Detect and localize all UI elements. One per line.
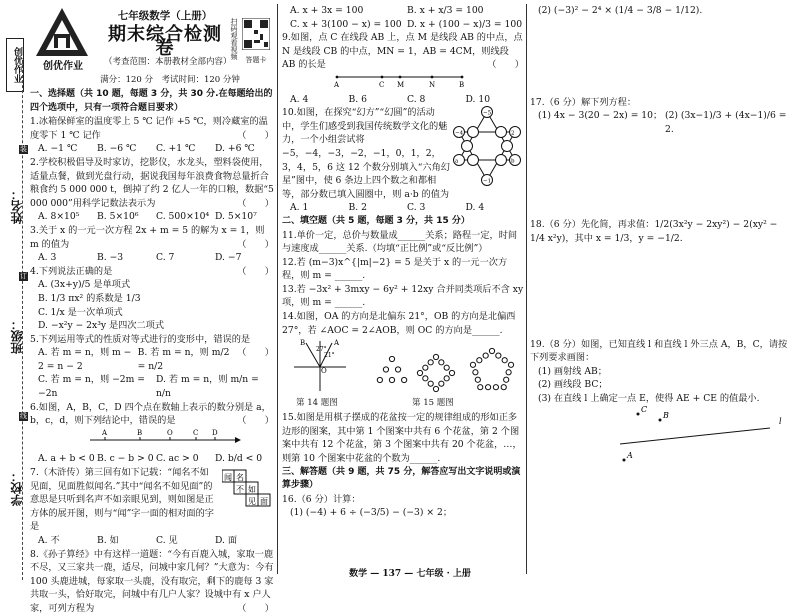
question-text: 7.（木浒传）第三回有如下记载：“闻名不如见面，见面胜似闻名.”其中“闻名不如见面”的意思是只听到名声不如亲眼见到，则如图是正方体的展开图，则与“闻”字一面的相对面的字是 bbox=[30, 467, 214, 533]
ray-label: B bbox=[300, 339, 306, 348]
brand-logo-icon bbox=[32, 6, 92, 68]
hexagram-number: −5 bbox=[483, 110, 492, 117]
option[interactable]: C. 见 bbox=[156, 535, 178, 546]
flowerpot-dot bbox=[433, 387, 438, 392]
flowerpot-dot bbox=[506, 370, 511, 375]
option[interactable]: D. +6 ℃ bbox=[215, 143, 255, 155]
question-17-part-2[interactable]: (2) (3x−1)/3 + (4x−1)/6 = 2. bbox=[665, 110, 787, 135]
hexagram-circle bbox=[468, 155, 479, 166]
option[interactable]: D. 若 m = n，则 m/n = n/n bbox=[156, 374, 259, 400]
cube-net-diagram bbox=[222, 466, 272, 510]
plot-point-label: B bbox=[663, 410, 669, 420]
header bbox=[30, 4, 274, 88]
flowerpot-dot bbox=[508, 362, 513, 367]
option[interactable]: C. 7 bbox=[156, 252, 175, 264]
answer-space[interactable] bbox=[530, 246, 792, 338]
answer-blank[interactable]: （ ） bbox=[237, 602, 274, 614]
segment-point-label: A bbox=[334, 80, 340, 88]
axis-point-label: O bbox=[167, 428, 173, 437]
option[interactable]: D. 5×10⁷ bbox=[215, 211, 257, 223]
option[interactable]: D. 4 bbox=[465, 202, 485, 214]
angle-label: 21° bbox=[324, 352, 335, 360]
option[interactable]: D. 10 bbox=[465, 93, 491, 105]
question-17-parts bbox=[530, 109, 792, 136]
qr-code-icon[interactable] bbox=[242, 18, 270, 50]
question-19-part-3[interactable]: (3) 在直线 l 上确定一点 E，使得 AE + CE 的值最小. bbox=[538, 392, 760, 404]
question-text: 6.如图，A，B，C，D 四个点在数轴上表示的数分别是 a，b，c，d，则下列结论中，错误的是 bbox=[30, 401, 271, 427]
options bbox=[30, 142, 274, 156]
net-cell-label: 不 bbox=[236, 485, 244, 495]
options bbox=[30, 210, 274, 224]
cut-mark: 装 bbox=[20, 145, 27, 153]
flowerpot-dot bbox=[496, 353, 501, 358]
plot-point bbox=[659, 418, 662, 421]
figure-caption: 第 14 题图 bbox=[296, 398, 338, 409]
figure-caption: 第 15 题图 bbox=[412, 398, 454, 409]
school-label: 学校： bbox=[10, 470, 24, 506]
origin-label: O bbox=[321, 367, 327, 376]
option[interactable]: A. 1 bbox=[290, 202, 309, 214]
section-heading: 一、选择题（共 10 题，每题 3 分，共 30 分.在每题给出的四个选项中，只有一项符合题目要求） bbox=[30, 89, 273, 113]
hexagram-circle bbox=[496, 155, 507, 166]
name-label: 姓名： bbox=[10, 188, 24, 224]
flowerpot-dot bbox=[489, 349, 494, 354]
question-18[interactable]: 18.（6 分）先化简，再求值：1/2(3x²y − 2xy²) − 2(xy² − 1/4 x²y)，其中 x = 1/3，y = −1/2. bbox=[530, 219, 778, 244]
question-text: 1.冰箱保鲜室的温度零上 5 ℃ 记作 +5 ℃，则冷藏室的温度零下 1 ℃ 记作 bbox=[30, 116, 268, 141]
option[interactable]: A. 3 bbox=[38, 252, 57, 264]
options bbox=[282, 93, 524, 107]
flowerpot-dot bbox=[389, 357, 394, 362]
cut-mark: 线 bbox=[20, 412, 27, 420]
question-12[interactable]: 12.若 (m−3)x^{|m|−2} = 5 是关于 x 的一元一次方程，则 m = ______. bbox=[282, 256, 508, 282]
option[interactable]: C. 1/x 是一次单项式 bbox=[38, 306, 123, 318]
option[interactable]: B. x + x/3 = 100 bbox=[407, 5, 484, 16]
flowerpot-dot bbox=[423, 376, 428, 381]
option[interactable]: A. (3x+y)/5 是单项式 bbox=[38, 279, 131, 291]
question-16: 16.（6 分）计算： bbox=[282, 493, 361, 505]
net-cell-label: 闻 bbox=[224, 473, 232, 483]
axis-point-label: C bbox=[193, 428, 199, 437]
options bbox=[30, 346, 237, 373]
option[interactable]: B. 5×10⁶ bbox=[97, 211, 139, 223]
axis-point-label: D bbox=[212, 428, 218, 437]
column-3 bbox=[530, 4, 792, 470]
segment-point bbox=[399, 76, 402, 79]
flowerpot-dot bbox=[395, 367, 400, 372]
question-5 bbox=[30, 333, 274, 359]
flowerpot-dot bbox=[417, 371, 422, 376]
question-1 bbox=[30, 115, 274, 142]
flowerpot-dot bbox=[493, 385, 498, 390]
option[interactable]: C. +1 ℃ bbox=[156, 143, 196, 155]
question-9 bbox=[282, 31, 524, 72]
option[interactable]: B. 2 bbox=[348, 202, 367, 214]
hexagram-circle bbox=[502, 141, 513, 152]
answer-blank[interactable]: （ ） bbox=[237, 129, 274, 141]
question-15[interactable]: 15.如图是用棋子摆成的花盆按一定的规律组成的形如正多边形的图案，其中第 1 个图案中共有 6 个花盆，第 2 个图案中共有 12 个花盆，第 3 个图案中共有 20 个花盆，…，则第 10 个图案中花盆的个数为______. bbox=[282, 412, 522, 465]
flowerpot-dot bbox=[449, 371, 454, 376]
option[interactable]: D. b/d < 0 bbox=[215, 453, 263, 465]
hexagram-diagram bbox=[452, 106, 522, 186]
question-19-part-1[interactable]: (1) 画射线 AB； bbox=[538, 365, 607, 377]
question-17: 17.（6 分）解下列方程： bbox=[530, 96, 637, 108]
compass-direction-diagram bbox=[290, 337, 350, 395]
segment-point bbox=[461, 76, 464, 79]
flowerpot-dot bbox=[428, 381, 433, 386]
figure-row bbox=[282, 337, 524, 411]
segment-point-label: C bbox=[379, 80, 385, 88]
option[interactable]: B. 6 bbox=[348, 93, 367, 105]
hexagram-circle bbox=[468, 127, 479, 138]
section-heading: 三、解答题（共 9 题，共 75 分，解答应写出文字说明或演算步骤） bbox=[282, 466, 521, 491]
exam-time: 满分：120 分 考试时间：120 分钟 bbox=[100, 75, 240, 85]
exam-subtitle: 七年级数学（上册） bbox=[117, 10, 213, 22]
answer-space[interactable] bbox=[530, 136, 792, 218]
options bbox=[30, 251, 274, 265]
hexagram-number: 2 bbox=[511, 130, 515, 137]
flowerpot-dot bbox=[428, 360, 433, 365]
angle-label: 27° bbox=[316, 346, 327, 354]
plot-point-label: C bbox=[641, 405, 648, 414]
option[interactable]: A. 若 m = n，则 m − 2 = n − 2 bbox=[38, 347, 132, 372]
options bbox=[30, 373, 274, 400]
segment-point-label: M bbox=[397, 80, 405, 88]
question-16-part-2[interactable]: (2) (−3)² − 2⁴ × (1/4 − 3/8 − 1/12). bbox=[538, 5, 703, 16]
binding-strip bbox=[0, 0, 28, 585]
question-7 bbox=[30, 466, 274, 534]
options bbox=[30, 534, 274, 548]
options bbox=[30, 452, 274, 466]
question-text: 4.下列说法正确的是 bbox=[30, 265, 113, 277]
qr-caption: 答题卡 bbox=[245, 56, 267, 64]
question-4 bbox=[30, 265, 274, 279]
answer-blank[interactable]: （ ） bbox=[237, 265, 274, 277]
class-label: 班级： bbox=[10, 318, 24, 354]
plot-point-label: l bbox=[779, 416, 782, 426]
question-2 bbox=[30, 156, 274, 210]
flowerpot-dot bbox=[439, 381, 444, 386]
question-19: 19.（8 分）如图，已知直线 l 和直线 l 外三点 A，B，C，请按下列要求画图： bbox=[530, 338, 788, 364]
flowerpot-dot bbox=[444, 365, 449, 370]
column-divider bbox=[526, 4, 527, 574]
segment-diagram bbox=[282, 72, 522, 88]
flowerpot-dot bbox=[478, 385, 483, 390]
flowerpot-dot bbox=[483, 353, 488, 358]
cut-mark: 订 bbox=[20, 272, 27, 280]
flowerpot-dot bbox=[377, 378, 382, 383]
net-cell-label: 名 bbox=[236, 473, 244, 483]
ray-label: A bbox=[334, 339, 340, 348]
answer-blank[interactable]: （ ） bbox=[237, 197, 274, 209]
question-16-part-1[interactable]: (1) (−4) + 6 ÷ (−3/5) − (−3) × 2； bbox=[290, 507, 453, 519]
option[interactable]: A. 8×10⁵ bbox=[38, 211, 80, 223]
flowerpot-dot bbox=[504, 377, 509, 382]
answer-blank[interactable]: （ ） bbox=[237, 347, 274, 359]
column-1 bbox=[30, 4, 274, 616]
question-text: 5.下列运用等式的性质对等式进行的变形中，错误的是 bbox=[30, 333, 251, 345]
flowerpot-dot bbox=[383, 367, 388, 372]
axis-point-label: A bbox=[102, 428, 108, 437]
hexagram-number: −4 bbox=[455, 130, 464, 137]
question-11[interactable]: 11.单价一定，总价与数量成______关系；路程一定，时间与速度成______关系.（均填“正比例”或“反比例”） bbox=[282, 229, 518, 255]
flowerpot-dot bbox=[444, 376, 449, 381]
question-6 bbox=[30, 401, 274, 428]
plot-point-label: A bbox=[627, 450, 633, 460]
question-14[interactable]: 14.如图，OA 的方向是北偏东 21°，OB 的方向是北偏西 27°，若 ∠AOC = 2∠AOB，则 OC 的方向是______. bbox=[282, 311, 516, 336]
page-footer: 数学 — 137 — 七年级 · 上册 bbox=[349, 569, 471, 579]
option[interactable]: D. x + (100 − x)/3 = 100 bbox=[407, 18, 523, 30]
flowerpot-dot bbox=[470, 362, 475, 367]
option[interactable]: B. 若 m = n，则 m/2 = n/2 bbox=[137, 347, 230, 372]
number-line-diagram bbox=[30, 428, 270, 448]
question-8 bbox=[30, 548, 274, 616]
segment-point-label: N bbox=[429, 80, 436, 88]
net-cell-label: 见 bbox=[248, 497, 256, 507]
question-17-part-1[interactable]: (1) 4x − 3(20 − 2x) = 10； bbox=[538, 110, 663, 122]
segment-point-label: B bbox=[459, 80, 465, 88]
answer-blank[interactable]: （ ） bbox=[487, 59, 524, 71]
flowerpot-dot bbox=[402, 378, 407, 383]
axis-point-label: B bbox=[137, 428, 143, 437]
option[interactable]: C. 3 bbox=[407, 202, 426, 214]
plot-point bbox=[637, 412, 640, 415]
hexagram-number: −1 bbox=[483, 178, 492, 185]
net-cell-label: 面 bbox=[260, 497, 268, 507]
question-13[interactable]: 13.若 −3x² + 3mxy − 6y² + 12xy 合并同类项后不含 xy 项，则 m = ______. bbox=[282, 283, 524, 309]
question-text: 10.如图，在探究“幻方”“幻圆”的活动中，学生们感受到我国传统数学文化的魅力，一个小组尝试将 −5，−4，−3，−2，−1，0，1，2，3，4，5，6 这 12 个数分别填入“六角幻星”图中，使 6 条边上四个数之和都相等，部分数已填入圆圈中，则 a·b 的值为 bbox=[282, 107, 450, 200]
hexagram-number: a bbox=[455, 158, 459, 165]
question-19-part-2[interactable]: (2) 画线段 BC； bbox=[538, 379, 608, 391]
option[interactable]: B. 1/3 πx² 的系数是 1/3 bbox=[38, 292, 141, 304]
binding-brand: 创优作业 bbox=[6, 38, 24, 92]
question-text: 9.如图，点 C 在线段 AB 上，点 M 是线段 AB 的中点，点 N 是线段 CB 的中点，MN = 1，AB = 4CM，则线段 AB 的长是 bbox=[282, 32, 523, 71]
option[interactable]: A. 不 bbox=[38, 535, 60, 546]
option[interactable]: A. x + 3x = 100 bbox=[290, 5, 364, 16]
option[interactable]: A. −1 ℃ bbox=[38, 143, 78, 155]
hexagram-number: b bbox=[511, 158, 515, 165]
hexagram-circle bbox=[496, 127, 507, 138]
column-divider bbox=[277, 4, 278, 574]
option[interactable]: C. x + 3(100 − x) = 100 bbox=[290, 18, 402, 30]
flowerpot-dot bbox=[423, 365, 428, 370]
option[interactable]: D. −7 bbox=[215, 252, 242, 264]
flowerpot-dot bbox=[477, 358, 482, 363]
flowerpot-dot bbox=[502, 358, 507, 363]
logo-text: 创优作业 bbox=[43, 61, 83, 72]
option[interactable]: C. 若 m = n，则 −2m = −2n bbox=[38, 374, 145, 400]
segment-point bbox=[431, 76, 434, 79]
plot-point bbox=[623, 458, 626, 461]
flowerpot-dot bbox=[485, 385, 490, 390]
flowerpot-dot bbox=[473, 370, 478, 375]
option[interactable]: D. −x²y − 2x³y 是四次二项式 bbox=[38, 320, 165, 332]
option[interactable]: D. 面 bbox=[215, 535, 238, 546]
options bbox=[282, 201, 524, 215]
option[interactable]: C. 8 bbox=[407, 93, 426, 105]
flowerpot-dot bbox=[433, 355, 438, 360]
segment-point bbox=[381, 76, 384, 79]
option[interactable]: B. −3 bbox=[97, 252, 124, 264]
answer-blank[interactable]: （ ） bbox=[237, 238, 274, 250]
answer-blank[interactable]: （ ） bbox=[237, 415, 274, 427]
options bbox=[282, 18, 524, 32]
option[interactable]: B. c − b > 0 bbox=[97, 453, 154, 465]
section-heading: 二、填空题（共 5 题，每题 3 分，共 15 分） bbox=[282, 215, 470, 226]
qr-side-text: 扫码观看视频 bbox=[230, 18, 238, 60]
option[interactable]: C. ac > 0 bbox=[156, 453, 199, 465]
flowerpot-pattern-diagram bbox=[374, 347, 524, 393]
question-text: 8.《孙子算经》中有这样一道题：“今有百鹿入城，家取一鹿不尽，又三家共一鹿，适尽，问城中家几何？”大意为：今有 100 头鹿进城，每家取一头鹿，没有取完，剩下的鹿每 3 家共取一头，恰好取完，问城中有几户人家？设城中有 x 户人家，可列方程为 bbox=[30, 548, 274, 614]
option[interactable]: A. a + b < 0 bbox=[38, 453, 95, 465]
option[interactable]: A. 4 bbox=[290, 93, 309, 105]
flowerpot-dot bbox=[475, 377, 480, 382]
question-text: 3.关于 x 的一元一次方程 2x + m = 5 的解为 x = 1，则 m 的值为 bbox=[30, 224, 265, 250]
flowerpot-dot bbox=[389, 378, 394, 383]
question-10 bbox=[282, 106, 524, 201]
exam-range: （考查范围：本册教材全部内容） bbox=[104, 57, 232, 67]
exam-title: 期末综合检测卷 bbox=[108, 24, 222, 59]
question-text: 2.学校积极倡导及时家访，挖影仪，水龙头，塑料袋使用，适量点餐，做到光盘行动，据说我国每年浪费食物总量折合粮食约 5 000 000 t，倒掉了约 2 亿人一年的口粮，数据“5 000 000”用科学记数法表示为 bbox=[30, 156, 274, 209]
option[interactable]: B. −6 ℃ bbox=[97, 143, 137, 155]
flowerpot-dot bbox=[439, 360, 444, 365]
option[interactable]: B. 如 bbox=[97, 535, 119, 546]
question-3 bbox=[30, 224, 274, 251]
options bbox=[282, 4, 524, 18]
net-cell-label: 如 bbox=[248, 485, 256, 495]
hexagram-circle bbox=[462, 141, 473, 152]
option[interactable]: C. 500×10⁴ bbox=[156, 211, 210, 223]
flowerpot-dot bbox=[501, 385, 506, 390]
answer-space[interactable] bbox=[530, 18, 792, 96]
points-line-diagram bbox=[610, 406, 800, 466]
column-2 bbox=[282, 4, 524, 520]
segment-point bbox=[336, 76, 339, 79]
